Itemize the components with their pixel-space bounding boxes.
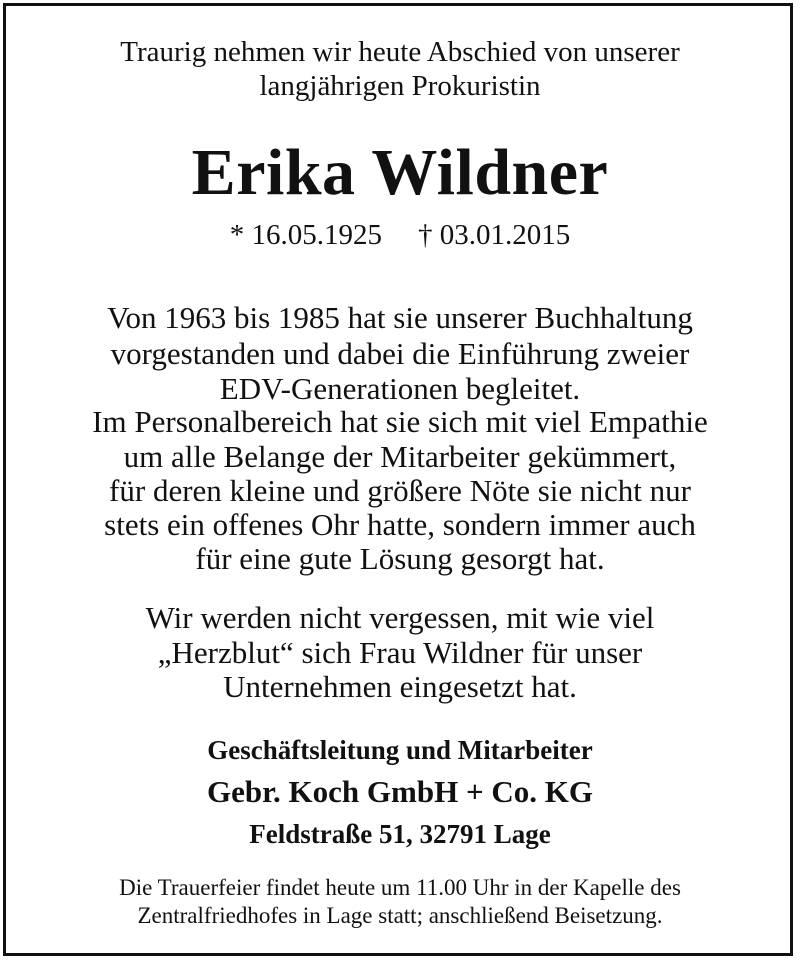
tribute-line-5: um alle Belange der Mitarbeiter gekümmert, [123, 439, 677, 474]
remembrance-line-1: Wir werden nicht vergessen, mit wie viel [145, 600, 655, 635]
life-dates [0, 219, 800, 252]
intro-line-2: langjährigen Prokuristin [259, 70, 541, 102]
tribute-line-6: für deren kleine und größere Nöte sie nicht nur [109, 473, 691, 508]
funeral-line-1: Die Trauerfeier findet heute um 11.00 Uhr in der Kapelle des [119, 875, 681, 900]
remembrance-line-3: Unternehmen eingesetzt hat. [223, 669, 577, 704]
funeral-line-2: Zentralfriedhofes in Lage statt; anschließend Beisetzung. [137, 903, 663, 928]
birth-date: * 16.05.1925 [229, 219, 382, 251]
signature-company: Gebr. Koch GmbH + Co. KG [207, 774, 593, 809]
signature-group: Geschäftsleitung und Mitarbeiter [207, 735, 593, 765]
tribute-line-7: stets ein offenes Ohr hatte, sondern immer auch [104, 507, 696, 542]
tribute-line-8: für eine gute Lösung gesorgt hat. [195, 541, 605, 576]
tribute-line-3: EDV-Generationen begleitet. [219, 371, 581, 406]
remembrance-line-2: „Herzblut“ sich Frau Wildner für unser [157, 635, 643, 670]
death-date: † 03.01.2015 [418, 219, 571, 251]
deceased-name: Erika Wildner [191, 136, 609, 209]
signature-address: Feldstraße 51, 32791 Lage [249, 819, 551, 849]
tribute-line-2: vorgestanden und dabei die Einführung zweier [110, 336, 690, 371]
tribute-line-4: Im Personalbereich hat sie sich mit viel Empathie [92, 404, 708, 439]
intro-line-1: Traurig nehmen wir heute Abschied von unserer [120, 36, 680, 68]
tribute-line-1: Von 1963 bis 1985 hat sie unserer Buchhaltung [107, 300, 693, 335]
